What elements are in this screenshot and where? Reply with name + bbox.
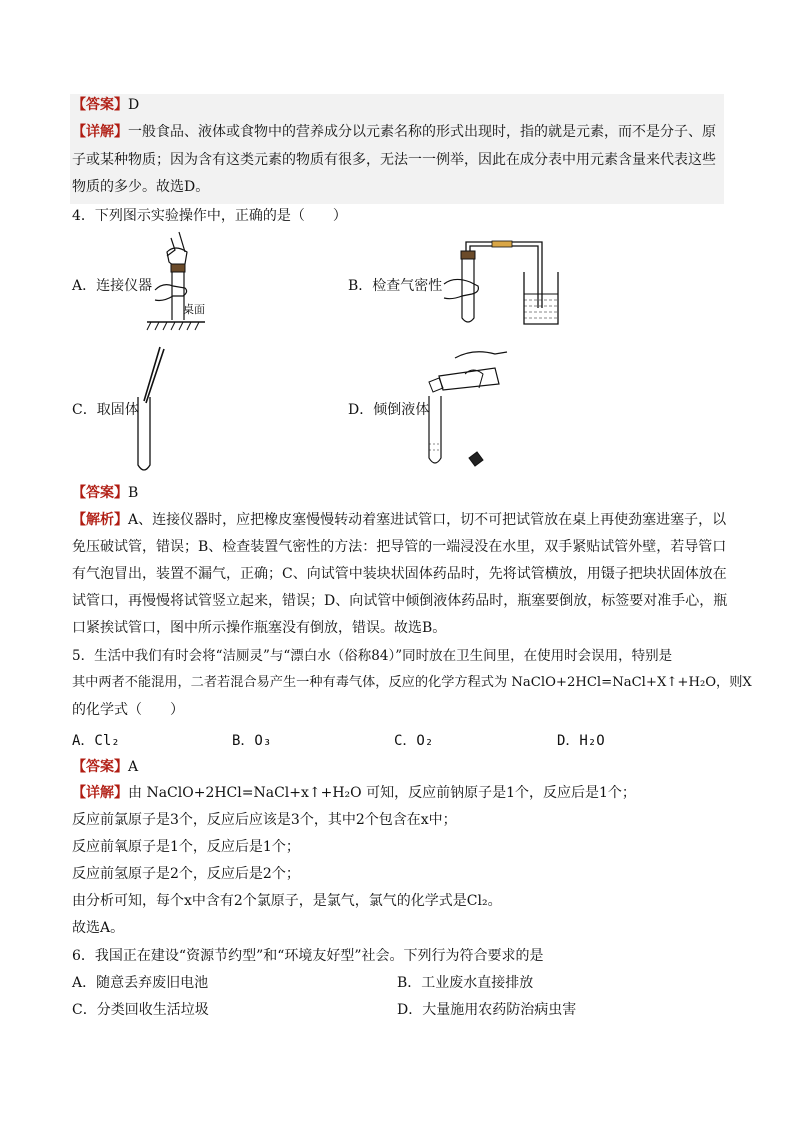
q5-detail-line-1 xyxy=(72,783,636,803)
q4-analysis-line-5: 口紧挨试管口，图中所示操作瓶塞没有倒放，错误。故选B。 xyxy=(72,620,447,636)
q5-detail-text-1: 由 NaClO+2HCl=NaCl+x↑+H₂O 可知，反应前钠原子是1个，反应后是1个； xyxy=(128,785,636,801)
q5-detail-line-5: 由分析可知，每个x中含有2个氯原子，是氯气，氯气的化学式是Cl₂。 xyxy=(72,893,502,909)
q5-detail-line-4: 反应前氢原子是2个，反应后是2个； xyxy=(72,866,300,882)
q4-analysis-tag: 【解析】 xyxy=(72,512,128,528)
pour-liquid-figure xyxy=(425,348,515,473)
q5-detail-tag: 【详解】 xyxy=(72,785,128,801)
q6-option-c: C．分类回收生活垃圾 xyxy=(72,1002,209,1018)
q4-analysis-line-3: 有气泡冒出，装置不漏气，正确；C、向试管中装块状固体药品时，先将试管横放，用镊子把块状固体放在 xyxy=(72,566,727,582)
q5-detail-line-3: 反应前氧原子是1个，反应后是1个； xyxy=(72,839,300,855)
q5-answer-tag: 【答案】 xyxy=(72,759,128,775)
q4-stem: 4．下列图示实验操作中，正确的是（ ） xyxy=(72,208,347,224)
q4-option-d: D．倾倒液体 xyxy=(348,402,430,418)
q4-analysis-line-1 xyxy=(72,510,726,530)
q4-answer-tag: 【答案】 xyxy=(72,485,128,501)
q3-detail-line-1 xyxy=(72,122,716,142)
q5-detail-line-2: 反应前氯原子是3个，反应后应该是3个，其中2个包含在x中； xyxy=(72,812,457,828)
q6-stem: 6．我国正在建设“资源节约型”和“环境友好型”社会。下列行为符合要求的是 xyxy=(72,948,544,964)
q3-answer-line xyxy=(72,95,139,115)
q4-analysis-text-1: A、连接仪器时，应把橡皮塞慢慢转动着塞进试管口，切不可把试管放在桌上再使劲塞进塞子，以 xyxy=(128,512,727,528)
q5-option-c: C．O₂ xyxy=(394,733,434,749)
q6-option-a: A．随意丢弃废旧电池 xyxy=(72,975,209,991)
desk-label: 桌面 xyxy=(183,303,205,316)
q4-analysis-line-2: 免压破试管，错误；B、检查装置气密性的方法：把导管的一端浸没在水里，双手紧贴试管外壁，若导管口 xyxy=(72,539,727,555)
q4-analysis-line-4: 试管口，再慢慢将试管竖立起来，错误；D、向试管中倾倒液体药品时，瓶塞要倒放，标签要对准手心，瓶 xyxy=(72,593,728,609)
q6-option-d: D．大量施用农药防治病虫害 xyxy=(397,1002,577,1018)
q5-detail-line-6: 故选A。 xyxy=(72,920,125,936)
q4-answer-line xyxy=(72,483,138,503)
q5-option-b: B．O₃ xyxy=(232,733,272,749)
q3-detail-text-1: 一般食品、液体或食物中的营养成分以元素名称的形式出现时，指的就是元素，而不是分子、原 xyxy=(128,124,716,140)
q5-stem-line-3: 的化学式（ ） xyxy=(72,702,184,718)
q3-answer: D xyxy=(128,97,140,113)
take-solid-figure xyxy=(130,345,170,475)
q5-option-a: A．Cl₂ xyxy=(72,733,120,749)
airtightness-check-figure xyxy=(440,238,560,330)
q5-option-d: D．H₂O xyxy=(557,733,605,749)
q4-option-b: B．检查气密性 xyxy=(348,278,443,294)
q4-answer: B xyxy=(128,485,139,501)
connect-apparatus-figure xyxy=(145,230,220,340)
q3-detail-line-2: 子或某种物质；因为含有这类元素的物质有很多，无法一一例举，因此在成分表中用元素含量来代表这些 xyxy=(72,152,716,168)
q5-stem-line-1: 5．生活中我们有时会将“洁厕灵”与“漂白水（俗称84）”同时放在卫生间里，在使用时会误用，特别是 xyxy=(72,648,673,664)
q3-answer-tag: 【答案】 xyxy=(72,97,128,113)
q3-detail-tag: 【详解】 xyxy=(72,124,128,140)
q3-detail-line-3: 物质的多少。故选D。 xyxy=(72,179,210,195)
q4-option-c: C．取固体 xyxy=(72,402,139,418)
q5-answer: A xyxy=(128,759,139,775)
q4-option-a: A．连接仪器 xyxy=(72,278,153,294)
q5-stem-line-2: 其中两者不能混用，二者若混合易产生一种有毒气体，反应的化学方程式为 NaClO+2HCl=NaCl+X↑+H₂O，则X xyxy=(72,675,752,690)
q5-answer-line xyxy=(72,757,138,777)
q6-option-b: B．工业废水直接排放 xyxy=(397,975,534,991)
